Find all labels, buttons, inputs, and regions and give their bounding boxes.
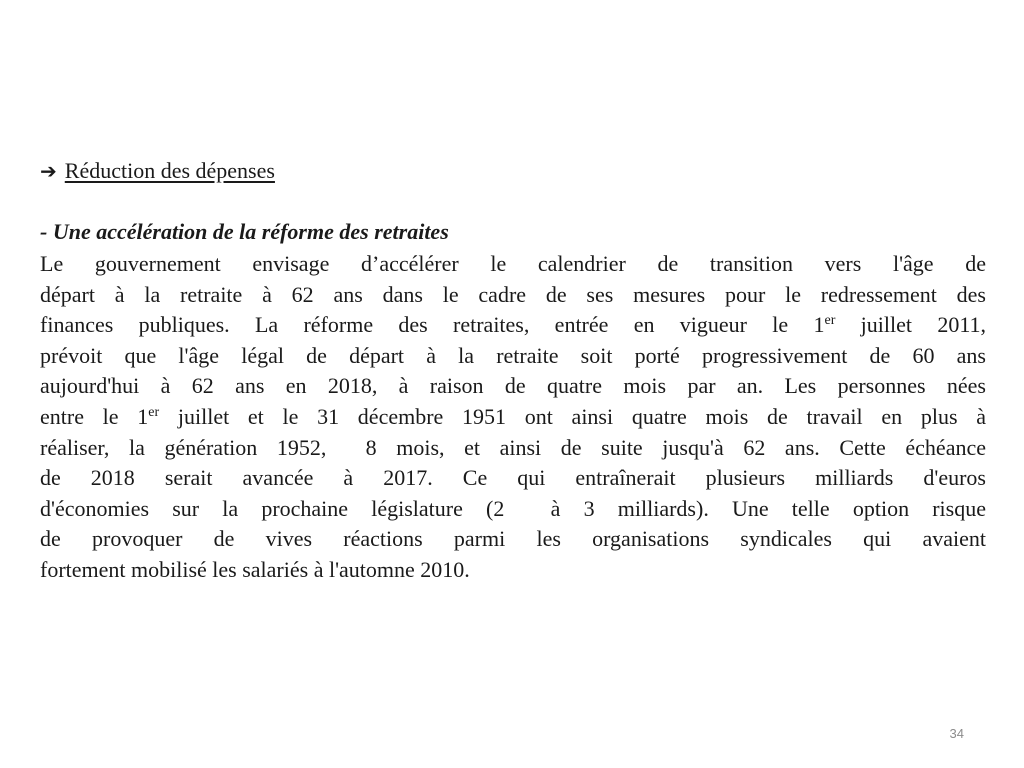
body-line: réaliser, la génération 1952, 8 mois, et ainsi de suite jusqu'à 62 ans. Cette échéance [40,434,986,460]
body-line: entre le 1er juillet et le 31 décembre 1951 ont ainsi quatre mois de travail en plus à [40,403,986,429]
page-number: 34 [949,726,964,741]
body-line: finances publiques. La réforme des retraites, entrée en vigueur le 1er juillet 2011, [40,312,986,338]
body-line: aujourd'hui à 62 ans en 2018, à raison de quatre mois par an. Les personnes nées [40,373,986,399]
body-line: Le gouvernement envisage d’accélérer le calendrier de transition vers l'âge de [40,251,986,276]
body-line: de provoquer de vives réactions parmi les organisations syndicales qui avaient [40,526,986,552]
body-paragraph [40,249,986,586]
section-heading [40,157,275,185]
body-line: prévoit que l'âge légal de départ à la retraite soit porté progressivement de 60 ans [40,342,986,368]
body-line: départ à la retraite à 62 ans dans le cadre de ses mesures pour le redressement des [40,281,986,307]
body-line: de 2018 serait avancée à 2017. Ce qui entraînerait plusieurs milliards d'euros [40,465,986,491]
superscript: er [824,313,836,329]
subheading: - Une accélération de la réforme des retraites [40,219,449,244]
body-line: d'économies sur la prochaine législature (2 à 3 milliards). Une telle option risque [40,495,986,521]
right-arrow-icon: ➔ [40,159,57,183]
section-heading-label: Réduction des dépenses [64,158,275,183]
body-line: fortement mobilisé les salariés à l'automne 2010. [40,556,470,582]
superscript: er [148,404,160,420]
